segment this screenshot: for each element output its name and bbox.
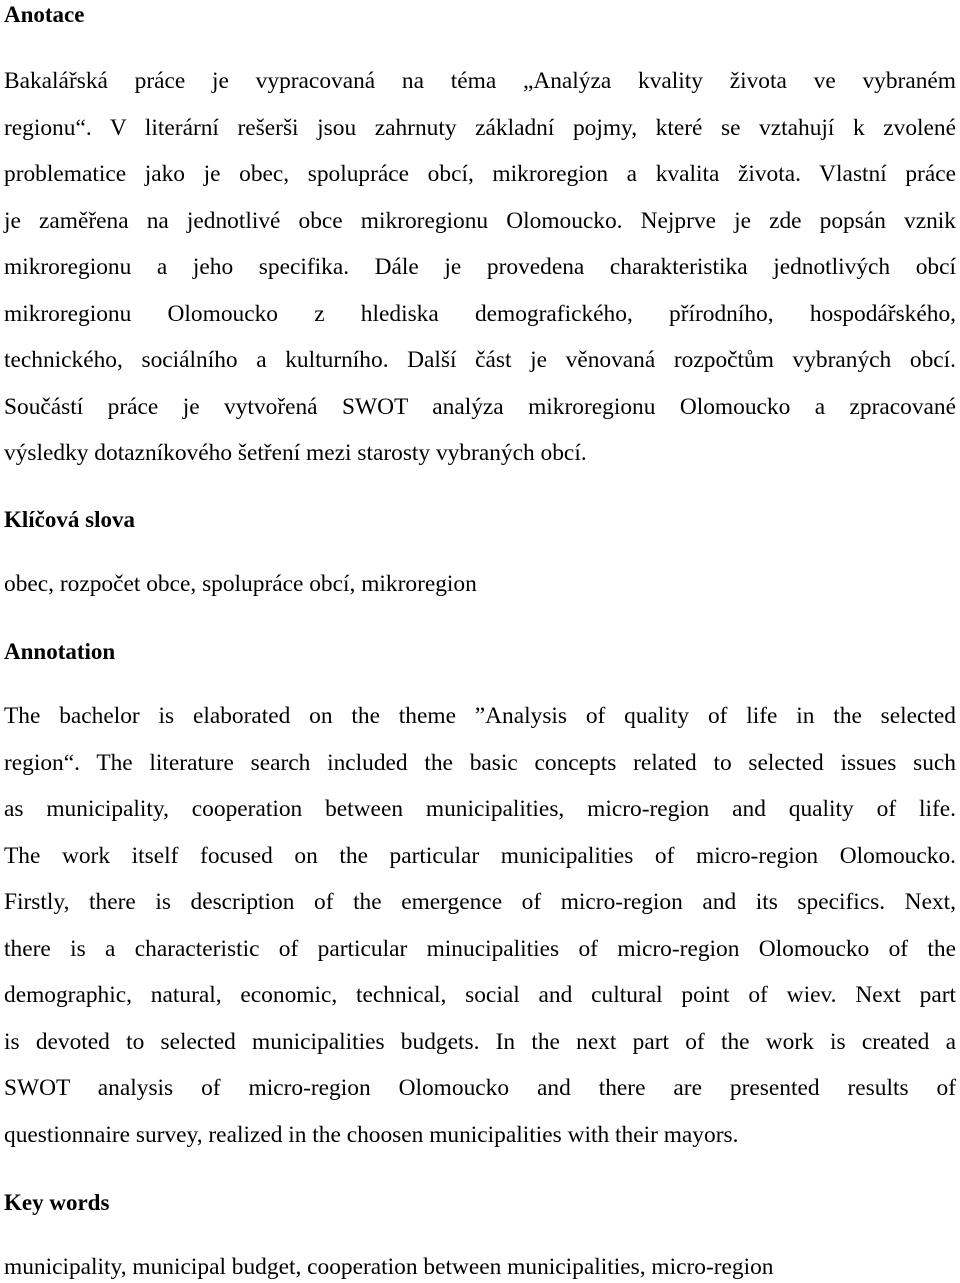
annotation-line: is devoted to selected municipalities budgets. In the next part of the work is created a: [4, 1028, 956, 1055]
annotation-line: there is a characteristic of particular minucipalities of micro-region Olomoucko of the: [4, 935, 956, 962]
heading-key-words: Key words: [4, 1190, 110, 1215]
anotace-line: Bakalářská práce je vypracovaná na téma „Analýza kvality života ve vybraném: [4, 68, 956, 94]
anotace-line: mikroregionu Olomoucko z hlediska demografického, přírodního, hospodářského,: [4, 300, 956, 327]
annotation-line: demographic, natural, economic, technical, social and cultural point of wiev. Next part: [4, 982, 956, 1008]
annotation-line: questionnaire survey, realized in the choosen municipalities with their mayors.: [4, 1121, 739, 1148]
heading-anotace: Anotace: [4, 2, 85, 27]
key-words-text: municipality, municipal budget, cooperation between municipalities, micro-region: [4, 1254, 774, 1280]
heading-annotation: Annotation: [4, 639, 116, 664]
anotace-line: technického, sociálního a kulturního. Další část je věnovaná rozpočtům vybraných obcí.: [4, 347, 956, 373]
heading-klicova-slova: Klíčová slova: [4, 507, 135, 532]
annotation-line: The bachelor is elaborated on the theme ”Analysis of quality of life in the selected: [4, 703, 956, 729]
anotace-line: Součástí práce je vytvořená SWOT analýza mikroregionu Olomoucko a zpracované: [4, 393, 956, 420]
anotace-line: mikroregionu a jeho specifika. Dále je provedena charakteristika jednotlivých obcí: [4, 254, 956, 280]
anotace-line: regionu“. V literární rešerši jsou zahrnuty základní pojmy, které se vztahují k zvolené: [4, 114, 956, 141]
annotation-line: The work itself focused on the particular municipalities of micro-region Olomoucko.: [4, 842, 956, 869]
annotation-paragraph: [4, 693, 956, 1158]
annotation-line: Firstly, there is description of the emergence of micro-region and its specifics. Next,: [4, 889, 956, 915]
annotation-line: as municipality, cooperation between municipalities, micro-region and quality of life.: [4, 796, 956, 822]
annotation-line: region“. The literature search included the basic concepts related to selected issues such: [4, 749, 956, 776]
anotace-paragraph: [4, 58, 956, 477]
anotace-line: je zaměřena na jednotlivé obce mikroregionu Olomoucko. Nejprve je zde popsán vznik: [4, 207, 956, 234]
anotace-line: výsledky dotazníkového šetření mezi starosty vybraných obcí.: [4, 440, 587, 466]
klicova-slova-text: obec, rozpočet obce, spolupráce obcí, mikroregion: [4, 571, 477, 597]
anotace-line: problematice jako je obec, spolupráce obcí, mikroregion a kvalita života. Vlastní práce: [4, 161, 956, 187]
annotation-line: SWOT analysis of micro-region Olomoucko and there are presented results of: [4, 1075, 956, 1101]
